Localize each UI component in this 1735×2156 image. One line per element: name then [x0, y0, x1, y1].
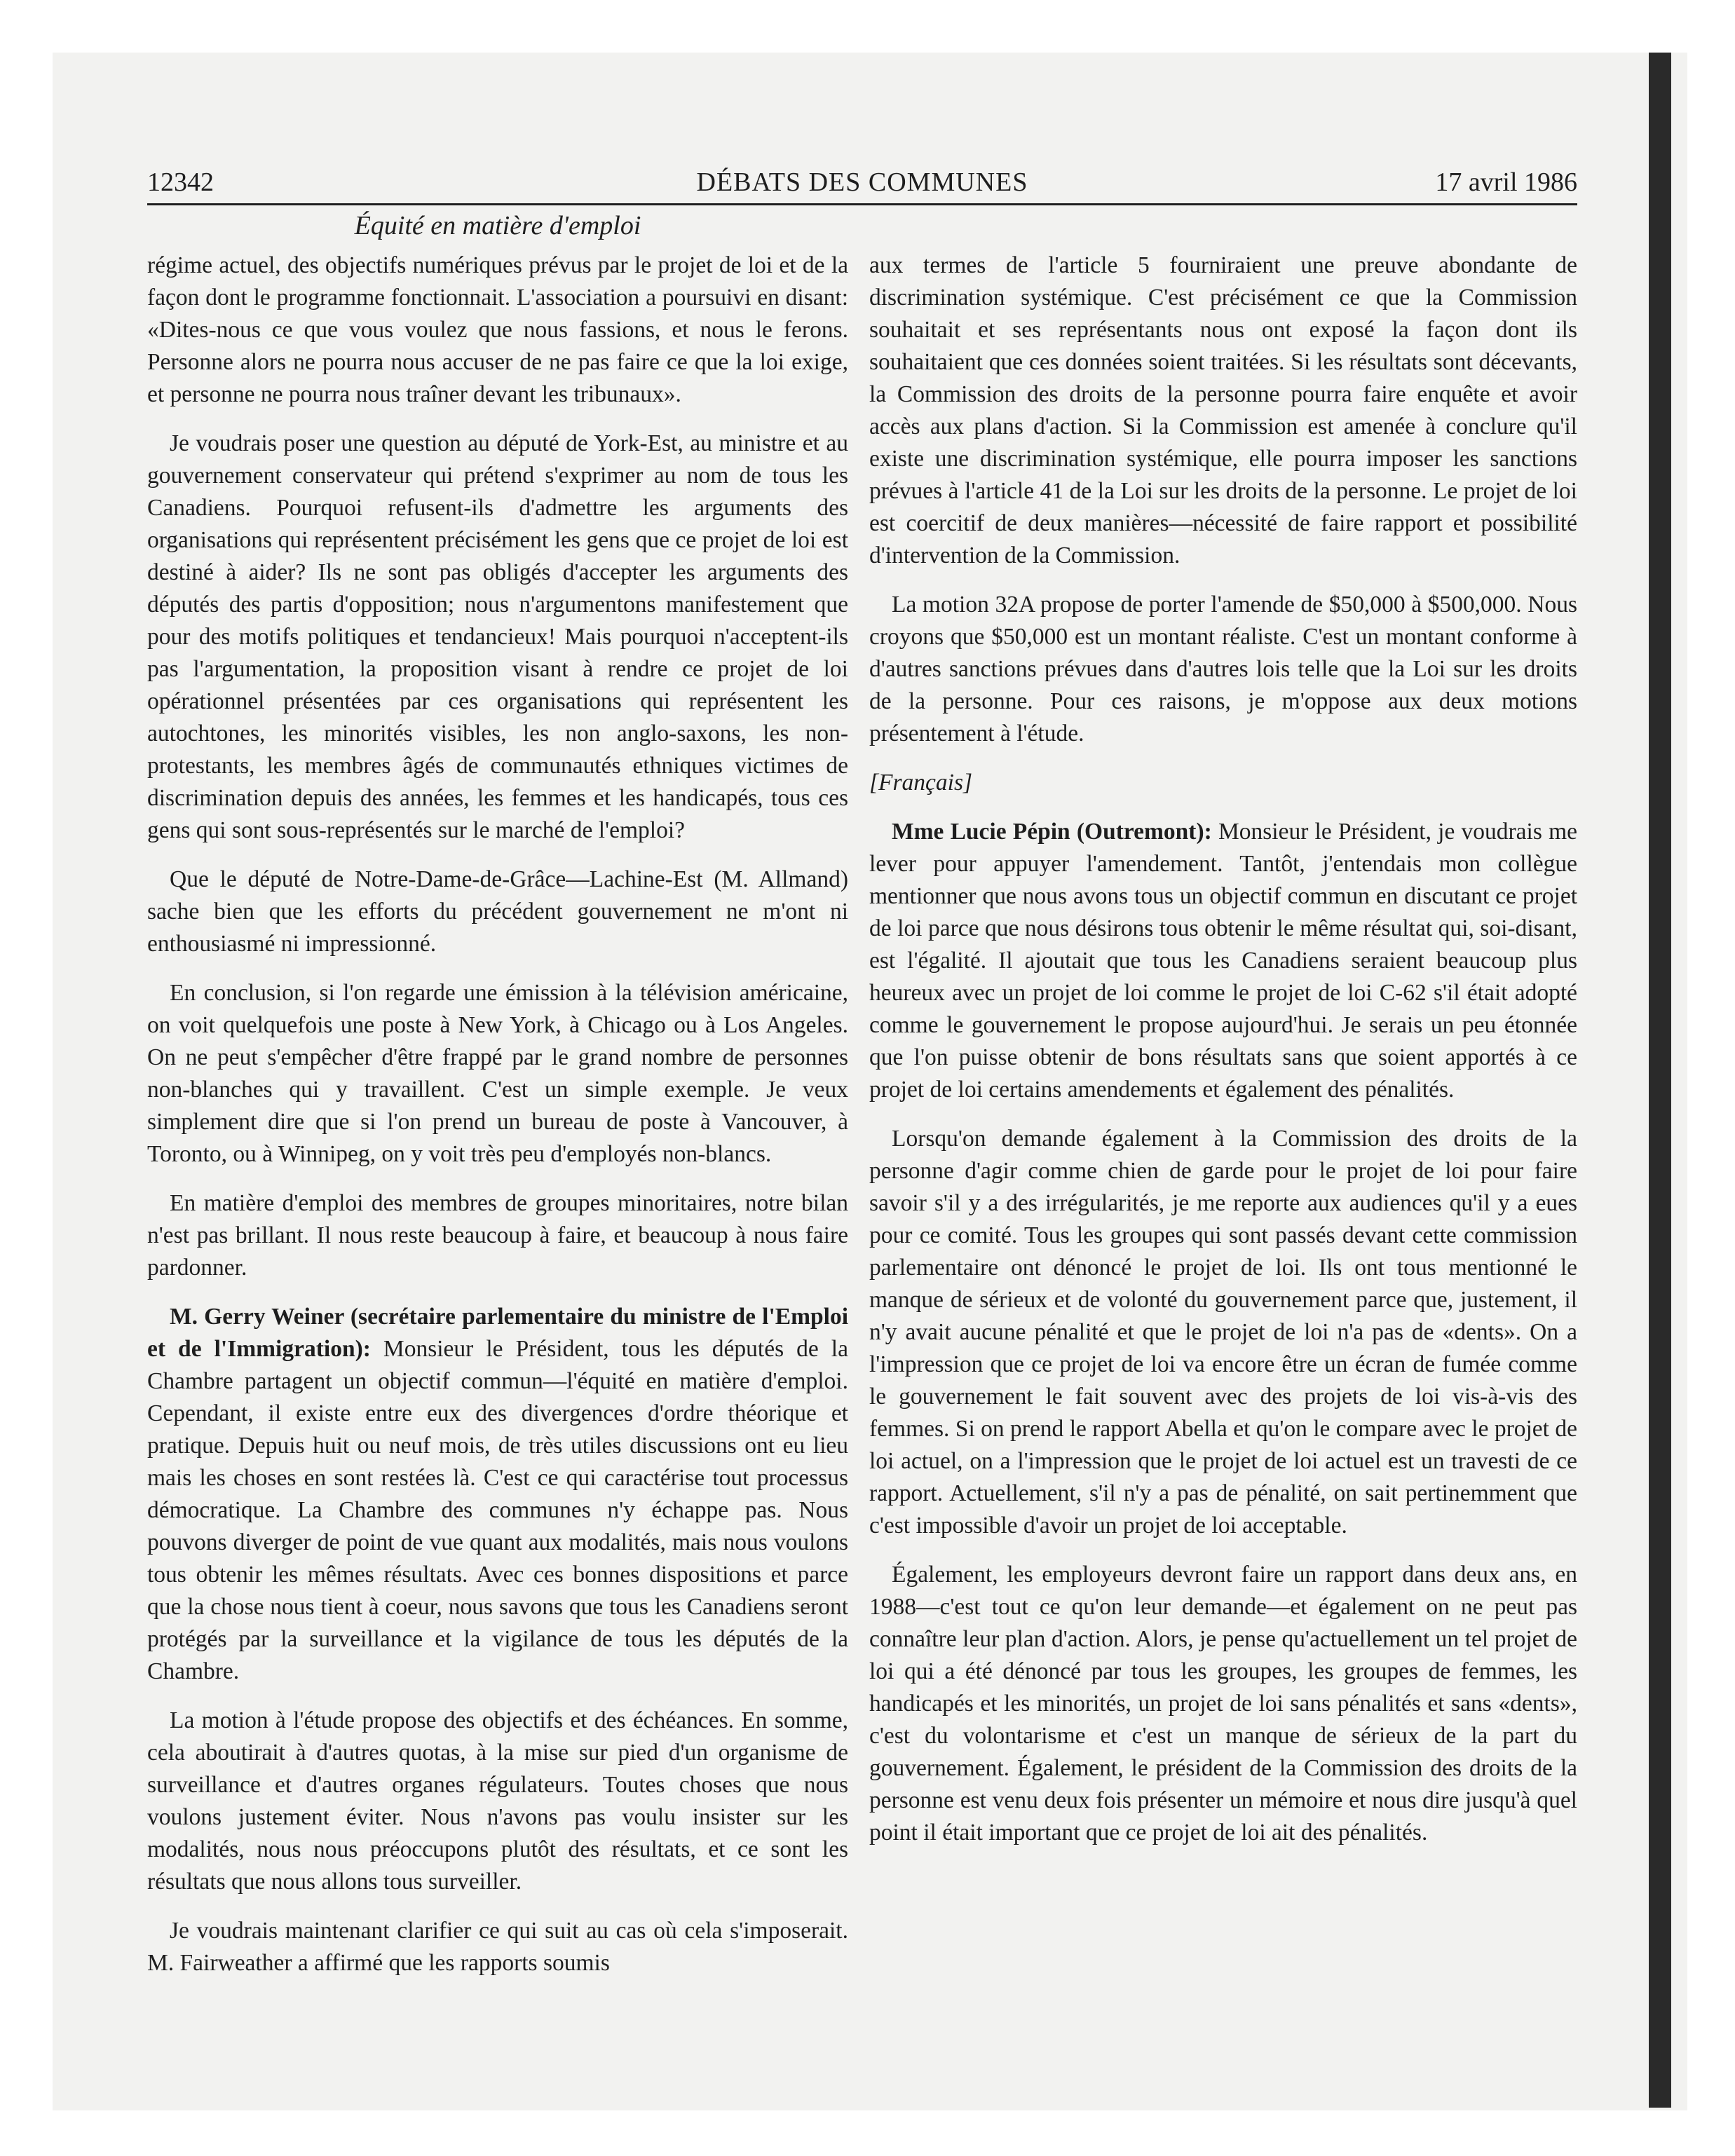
publication-title: DÉBATS DES COMMUNES — [696, 168, 1028, 197]
scan-edge-shadow — [1649, 53, 1671, 2108]
paragraph: aux termes de l'article 5 fourniraient une preuve abondante de discrimination systémique. C'est précisément ce que la Commission souhaitait et ses représentants nous ont exposé la façon dont ils souhaitaient que ces données soient traitées. Si les résultats sont décevants, la Commission des droits de la personne pourra faire enquête et avoir accès aux plans d'action. Si la Commission est amenée à conclure qu'il existe une discrimination systémique, elle pourra imposer les sanctions prévues à l'article 41 de la Loi sur les droits de la personne. Le projet de loi est coercitif de deux manières—nécessité de faire rapport et possibilité d'intervention de la Commission. — [869, 252, 1577, 568]
language-tag: [Français] — [869, 770, 973, 796]
paragraph: La motion 32A propose de porter l'amende de $50,000 à $500,000. Nous croyons que $50,000 est un montant réaliste. C'est un montant conforme à d'autres sanctions prévues dans d'autres lois telle que la Loi sur les droits de la personne. Pour ces raisons, je m'oppose aux deux motions présentement à l'étude. — [869, 592, 1577, 746]
sitting-date: 17 avril 1986 — [1435, 168, 1577, 197]
paragraph: En conclusion, si l'on regarde une émission à la télévision américaine, on voit quelquefois une poste à New York, à Chicago ou à Los Angeles. On ne peut s'empêcher d'être frappé par le grand nombre de personnes non-blanches qui y travaillent. C'est un simple exemple. Je veux simplement dire que si l'on prend un bureau de poste à Vancouver, à Toronto, ou à Winnipeg, on y voit très peu d'employés non-blancs. — [147, 980, 848, 1167]
speech-paragraph — [147, 1301, 848, 1688]
speaker-name: M. Gerry Weiner (secrétaire parlementaire du ministre de l'Emploi et de l'Immigration): — [147, 1304, 848, 1362]
paragraph: La motion à l'étude propose des objectifs et des échéances. En somme, cela aboutirait à d'autres quotas, à la mise sur pied d'un organisme de surveillance et d'autres organes régulateurs. Toutes choses que nous voulons justement éviter. Nous n'avons pas voulu insister sur les modalités, nous nous préoccupons plutôt des résultats, et ce sont les résultats que nous allons tous surveiller. — [147, 1707, 848, 1895]
paragraph: Je voudrais maintenant clarifier ce qui suit au cas où cela s'imposerait. M. Fairweather a affirmé que les rapports soumis — [147, 1918, 848, 1976]
speech-text: Monsieur le Président, je voudrais me lever pour appuyer l'amendement. Tantôt, j'entendais mon collègue mentionner que nous avons tous un objectif commun en discutant ce projet de loi parce que nous désirons tous obtenir le même résultat qui, soi-disant, est l'égalité. Il ajoutait que tous les Canadiens seraient beaucoup plus heureux avec un projet de loi comme le projet de loi C-62 s'il était adopté comme le gouvernement le propose aujourd'hui. Je serais un peu étonnée que l'on puisse obtenir de bons résultats sans que soient apportés à ce projet de loi certains amendements et également des pénalités. — [869, 819, 1577, 1103]
paragraph: Je voudrais poser une question au député de York-Est, au ministre et au gouvernement conservateur qui prétend s'exprimer au nom de tous les Canadiens. Pourquoi refusent-ils d'admettre les arguments des organisations qui représentent précisément les gens que ce projet de loi est destiné à aider? Ils ne sont pas obligés d'accepter les arguments des députés des partis d'opposition; nous n'argumentons manifestement que pour des motifs politiques et tendancieux! Mais pourquoi n'acceptent-ils pas l'argumentation, la proposition visant à rendre ce projet de loi opérationnel présentées par ces organisations qui représentent les autochtones, les minorités visibles, les non anglo-saxons, les non-protestants, les membres âgés de communautés ethniques victimes de discrimination depuis des années, les femmes et les handicapés, tous ces gens qui sont sous-représentés sur le marché de l'emploi? — [147, 430, 848, 843]
right-column — [869, 250, 1577, 1866]
paragraph: En matière d'emploi des membres de groupes minoritaires, notre bilan n'est pas brillant. Il nous reste beaucoup à faire, et beaucoup à nous faire pardonner. — [147, 1190, 848, 1281]
paragraph: Que le député de Notre-Dame-de-Grâce—Lachine-Est (M. Allmand) sache bien que les efforts du précédent gouvernement ne m'ont ni enthousiasmé ni impressionné. — [147, 866, 848, 957]
paragraph: Également, les employeurs devront faire un rapport dans deux ans, en 1988—c'est tout ce qu'on leur demande—et également on ne peut pas connaître leur plan d'action. Alors, je pense qu'actuellement un tel projet de loi qui a été dénoncé par tous les groupes, les groupes de femmes, les handicapés et les minorités, un projet de loi sans pénalités et sans «dents», c'est du volontarisme et c'est un manque de sérieux de la part du gouvernement. Également, le président de la Commission des droits de la personne est venu deux fois présenter un mémoire et nous dire jusqu'à quel point il était important que ce projet de loi ait des pénalités. — [869, 1562, 1577, 1845]
section-title: Équité en matière d'emploi — [354, 211, 641, 240]
header-rule — [147, 203, 1577, 205]
left-column — [147, 250, 848, 1996]
speech-text: Monsieur le Président, tous les députés de la Chambre partagent un objectif commun—l'équité en matière d'emploi. Cependant, il existe entre eux des divergences d'ordre théorique et pratique. Depuis huit ou neuf mois, de très utiles discussions ont eu lieu mais les choses en sont restées là. C'est ce qui caractérise tout processus démocratique. La Chambre des communes n'y échappe pas. Nous pouvons diverger de point de vue quant aux modalités, mais nous voulons tous obtenir les mêmes résultats. Avec ces bonnes dispositions et parce que la chose nous tient à coeur, nous savons que tous les Canadiens seront protégés par la surveillance et la vigilance de tous les députés de la Chambre. — [147, 1336, 848, 1684]
running-header — [147, 161, 1577, 203]
speech-paragraph — [869, 816, 1577, 1106]
paragraph: régime actuel, des objectifs numériques prévus par le projet de loi et de la façon dont le programme fonctionnait. L'association a poursuivi en disant: «Dites-nous ce que vous voulez que nous fassions, et nous le ferons. Personne alors ne pourra nous accuser de ne pas faire ce que la loi exige, et personne ne pourra nous traîner devant les tribunaux». — [147, 252, 848, 407]
paragraph: Lorsqu'on demande également à la Commission des droits de la personne d'agir comme chien de garde pour le projet de loi pour faire savoir s'il y a des irrégularités, je me reporte aux audiences qu'il y a eues pour ce comité. Tous les groupes qui sont passés devant cette commission parlementaire ont dénoncé le projet de loi. Ils ont tous mentionné le manque de sérieux et de volonté du gouvernement parce que, justement, il n'y avait aucune pénalité et que le projet de loi n'a pas de «dents». On a l'impression que ce projet de loi va encore être un écran de fumée comme le gouvernement le fait souvent avec des projets de loi vis-à-vis des femmes. Si on prend le rapport Abella et qu'on le compare avec le projet de loi actuel, on a l'impression que le projet de loi actuel est un travesti de ce rapport. Actuellement, s'il n'y a pas de pénalité, on sait pertinemment que c'est impossible d'avoir un projet de loi acceptable. — [869, 1126, 1577, 1538]
speaker-name: Mme Lucie Pépin (Outremont): — [892, 819, 1212, 845]
page-number: 12342 — [147, 168, 214, 197]
